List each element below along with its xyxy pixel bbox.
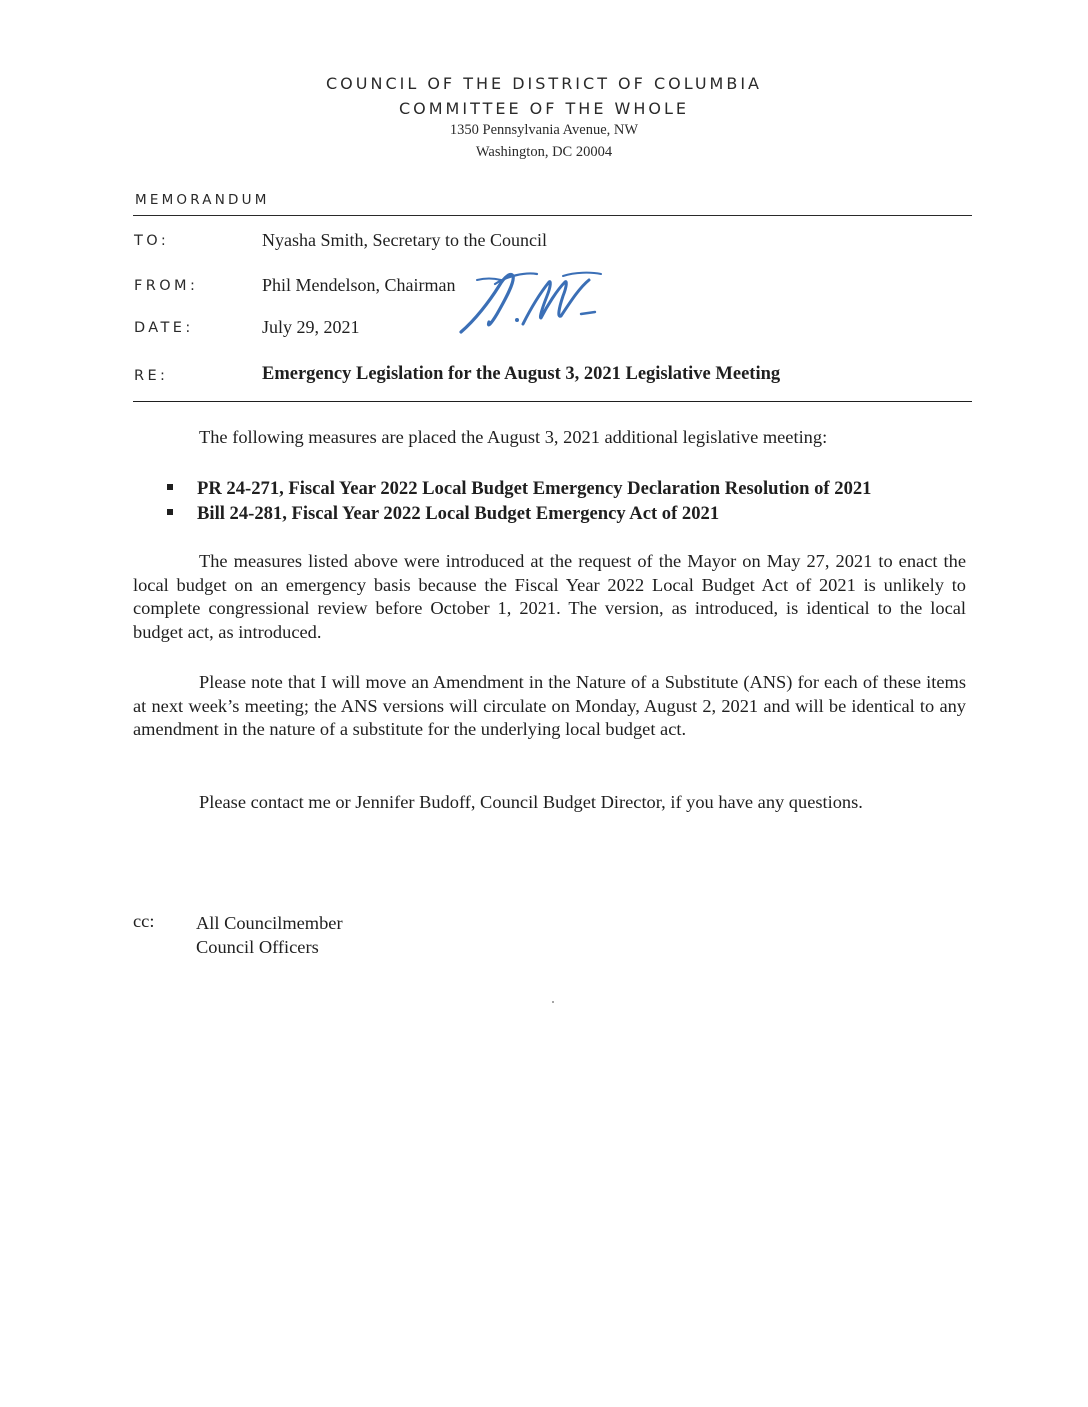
- scan-speck: [552, 1001, 554, 1003]
- memorandum-label: MEMORANDUM: [135, 192, 270, 208]
- cc-recipient: Council Officers: [196, 937, 319, 957]
- measure-text: Bill 24-281, Fiscal Year 2022 Local Budget Emergency Act of 2021: [197, 503, 720, 524]
- square-bullet-icon: [167, 509, 173, 515]
- paragraph-contact: Please contact me or Jennifer Budoff, Council Budget Director, if you have any questions.: [199, 792, 863, 812]
- from-label: FROM:: [134, 278, 199, 294]
- date-label: DATE:: [134, 320, 194, 336]
- cc-recipients: [196, 911, 343, 959]
- letterhead-council: COUNCIL OF THE DISTRICT OF COLUMBIA: [326, 74, 762, 93]
- to-value: Nyasha Smith, Secretary to the Council: [262, 230, 547, 250]
- square-bullet-icon: [167, 484, 173, 490]
- from-value: Phil Mendelson, Chairman: [262, 275, 456, 295]
- measure-text: PR 24-271, Fiscal Year 2022 Local Budget Emergency Declaration Resolution of 2021: [197, 478, 872, 499]
- cc-label: cc:: [133, 911, 155, 931]
- letterhead-address-line1: 1350 Pennsylvania Avenue, NW: [449, 122, 639, 138]
- measure-item: [167, 501, 871, 526]
- letterhead-address-line2: Washington, DC 20004: [475, 144, 613, 160]
- header-bottom-rule: [133, 401, 972, 402]
- paragraph-ans-note: Please note that I will move an Amendment in the Nature of a Substitute (ANS) for each of these items at next week’s meeting; the ANS versions will circulate on Monday, August 2, 2021 and will be identical to any amendment in the nature of a substitute for the underlying local budget act.: [133, 672, 966, 739]
- header-top-rule: [133, 215, 972, 216]
- re-value: Emergency Legislation for the August 3, 2021 Legislative Meeting: [262, 364, 781, 384]
- letterhead-committee: COMMITTEE OF THE WHOLE: [398, 99, 689, 118]
- signature-icon: [455, 262, 615, 342]
- measure-item: [167, 476, 871, 501]
- intro-paragraph: The following measures are placed the August 3, 2021 additional legislative meeting:: [199, 427, 828, 447]
- to-label: TO:: [134, 233, 170, 249]
- date-value: July 29, 2021: [262, 317, 360, 337]
- re-label: RE:: [134, 368, 169, 384]
- measures-list: [167, 476, 871, 526]
- cc-recipient: All Councilmember: [196, 913, 343, 933]
- paragraph-introduction-details: The measures listed above were introduced at the request of the Mayor on May 27, 2021 to enact the local budget on an emergency basis because the Fiscal Year 2022 Local Budget Act of 2021 is unlikely to complete congressional review before October 1, 2021. The version, as introduced, is identical to the local budget act, as introduced.: [133, 551, 966, 642]
